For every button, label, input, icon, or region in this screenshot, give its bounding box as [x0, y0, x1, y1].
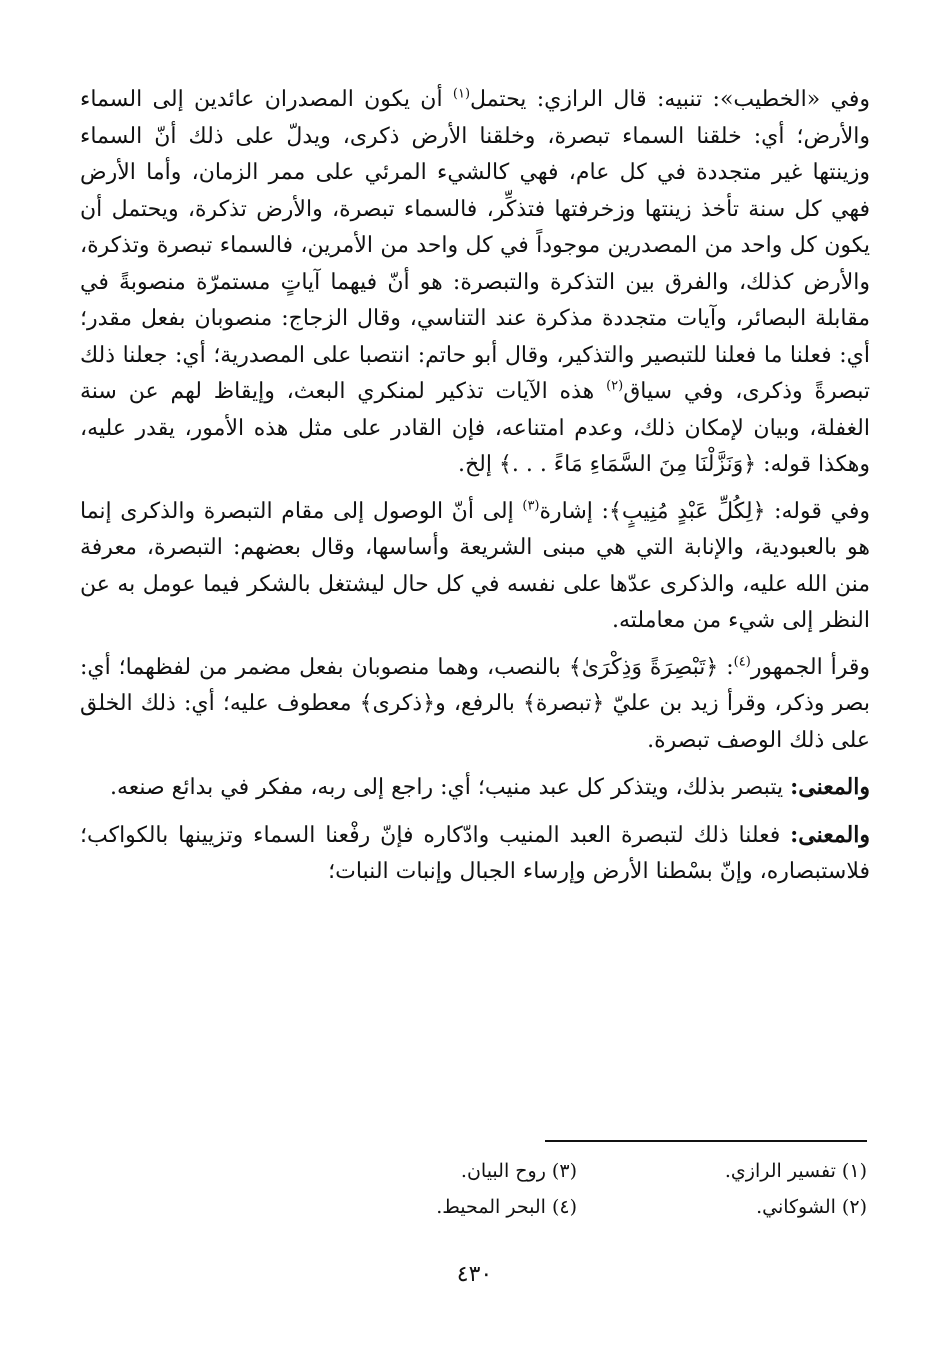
footnotes — [307, 1158, 867, 1220]
paragraph-5-lead: والمعنى: — [790, 821, 870, 848]
paragraph-4 — [80, 769, 870, 807]
paragraph-3-text-b: : ﴿تَبْصِرَةً وَذِكْرَىٰ﴾ بالنصب، وهما منصوبان بفعل مضمر من لفظهما؛ أي: بصر وذكر، وقرأ زيد بن عليّ ﴿تبصرة﴾ بالرفع، و﴿ذكرى﴾ معطوف عليه؛ أي: ذلك الخلق على ذلك الوصف تبصرة. — [80, 654, 870, 753]
paragraph-5 — [80, 817, 870, 891]
footnote-3: (٣) روح البيان. — [460, 1160, 577, 1182]
paragraph-2 — [80, 494, 870, 640]
paragraph-3-text-a: وقرأ الجمهور — [750, 654, 870, 680]
footnote-4: (٤) البحر المحيط. — [436, 1196, 577, 1218]
footnote-ref-4: (٤) — [733, 654, 751, 670]
paragraph-1 — [80, 82, 870, 484]
paragraph-3 — [80, 650, 870, 760]
footnote-ref-3: (٣) — [522, 498, 540, 514]
paragraph-5-text: فعلنا ذلك لتبصرة العبد المنيب وادّكاره فإنّ رفْعنا السماء وتزيينها بالكواكب؛ فلاستبصاره، وإنّ بسْطنا الأرض وإرساء الجبال وإنبات النبات؛ — [80, 822, 870, 884]
footnote-1: (١) تفسير الرازي. — [724, 1160, 867, 1182]
footnote-2: (٢) الشوكاني. — [756, 1196, 867, 1218]
paragraph-2-text-b: إلى أنّ الوصول إلى مقام التبصرة والذكرى إنما هو بالعبودية، والإنابة التي هي مبنى الشريعة وأساسها، وقال بعضهم: التبصرة، معرفة منن الله عليه، والذكرى عدّها على نفسه في كل حال ليشتغل بالشكر فيما عومل به عن النظر إلى شيء من معاملته. — [80, 498, 870, 633]
paragraph-1-text-a: وفي «الخطيب»: تنبيه: قال الرازي: يحتمل — [470, 87, 870, 112]
footnote-ref-1: (١) — [452, 86, 471, 102]
footnote-divider — [545, 1140, 867, 1142]
paragraph-4-text: يتبصر بذلك، ويتذكر كل عبد منيب؛ أي: راجع إلى ربه، مفكر في بدائع صنعه. — [109, 775, 791, 800]
page-number: ٤٣٠ — [456, 1262, 493, 1287]
paragraph-2-text-a: وفي قوله: ﴿لِكُلِّ عَبْدٍ مُنِيبٍ﴾: إشارة — [539, 498, 870, 524]
page-body — [80, 82, 870, 891]
paragraph-4-lead: والمعنى: — [790, 774, 870, 800]
footnote-ref-2: (٢) — [606, 378, 624, 394]
paragraph-1-text-b: أن يكون المصدران عائدين إلى السماء والأرض؛ أي: خلقنا السماء تبصرة، وخلقنا الأرض ذكرى، ويدلّ على ذلك أنّ السماء وزينتها غير متجددة في كل عام، فهي كالشيء المرئي على ممر الزمان، وأما الأرض فهي كل سنة تأخذ زينتها وزخرفتها فتذكِّر، فالسماء تبصرة، والأرض تذكرة، ويحتمل أن يكون كل واحد من المصدرين موجوداً في كل واحد من الأمرين، فالسماء تبصرة وتذكرة، والأرض كذلك، والفرق بين التذكرة والتبصرة: هو أنّ فيهما آياتٍ مستمرّة منصوبةً في مقابلة البصائر، وآيات متجددة مذكرة عند التناسي، وقال الزجاج: منصوبان بفعل مقدر؛ أي: فعلنا ما فعلنا للتبصير والتذكير، وقال أبو حاتم: انتصبا على المصدرية؛ أي: جعلنا ذلك تبصرةً وذكرى، وفي سياق — [80, 87, 870, 404]
paragraph-1-text-c: هذه الآيات تذكير لمنكري البعث، وإيقاظ لهم عن سنة الغفلة، وبيان لإمكان ذلك، وعدم امتناعه، فإن القادر على مثل هذه الأمور، يقدر عليه، وهكذا قوله: ﴿وَنَزَّلْنَا مِنَ السَّمَاءِ مَاءً . . .﴾ إلخ. — [80, 379, 870, 477]
